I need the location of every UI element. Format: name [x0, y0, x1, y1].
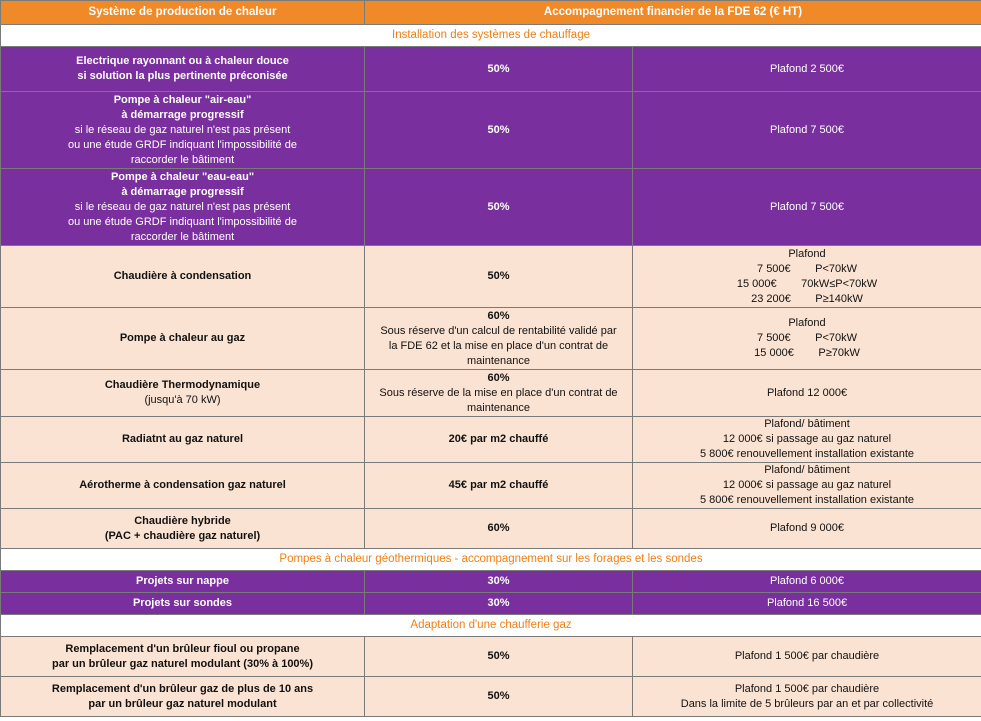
cap-cell: Plafond/ bâtiment 12 000€ si passage au gaz naturel 5 800€ renouvellement installation existante — [633, 463, 981, 509]
rate-cell: 50% — [365, 677, 633, 717]
system-cell: Chaudière hybride (PAC + chaudière gaz naturel) — [1, 509, 365, 549]
system-cell: Chaudière Thermodynamique (jusqu'à 70 kW) — [1, 370, 365, 417]
system-cell: Aérotherme à condensation gaz naturel — [1, 463, 365, 509]
rate-cell: 60% Sous réserve d'un calcul de rentabilité validé par la FDE 62 et la mise en place d'un contrat de maintenance — [365, 308, 633, 370]
system-cell: Pompe à chaleur au gaz — [1, 308, 365, 370]
system-cell: Projets sur sondes — [1, 593, 365, 615]
rate-cell: 50% — [365, 169, 633, 246]
cap-cell: Plafond 12 000€ — [633, 370, 981, 417]
system-cell: Radiatnt au gaz naturel — [1, 417, 365, 463]
cap-cell: Plafond 1 500€ par chaudière — [633, 637, 981, 677]
rate-cell: 45€ par m2 chauffé — [365, 463, 633, 509]
system-cell: Projets sur nappe — [1, 571, 365, 593]
cap-cell: Plafond 1 500€ par chaudière Dans la limite de 5 brûleurs par an et par collectivité — [633, 677, 981, 717]
table-row — [1, 593, 981, 615]
system-cell: Chaudière à condensation — [1, 246, 365, 308]
rate-cell: 50% — [365, 637, 633, 677]
section-row — [1, 25, 981, 47]
system-cell: Remplacement d'un brûleur gaz de plus de 10 ans par un brûleur gaz naturel modulant — [1, 677, 365, 717]
section-row — [1, 549, 981, 571]
table-row — [1, 246, 981, 308]
table-row — [1, 463, 981, 509]
header-system: Système de production de chaleur — [1, 1, 365, 25]
section-title: Pompes à chaleur géothermiques - accompagnement sur les forages et les sondes — [1, 549, 981, 571]
table-row — [1, 417, 981, 463]
section-title: Adaptation d'une chaufferie gaz — [1, 615, 981, 637]
table-row — [1, 637, 981, 677]
cap-cell: Plafond 7 500€ P<70kW 15 000€ P≥70kW — [633, 308, 981, 370]
cap-cell: Plafond 7 500€ P<70kW 15 000€ 70kW≤P<70kW 23 200€ P≥140kW — [633, 246, 981, 308]
rate-cell: 50% — [365, 246, 633, 308]
cap-cell: Plafond 7 500€ — [633, 92, 981, 169]
table-row — [1, 370, 981, 417]
table-row — [1, 308, 981, 370]
rate-cell: 30% — [365, 571, 633, 593]
system-cell: Electrique rayonnant ou à chaleur douce si solution la plus pertinente préconisée — [1, 47, 365, 92]
system-cell: Pompe à chaleur "air-eau" à démarrage progressif si le réseau de gaz naturel n'est pas présent ou une étude GRDF indiquant l'impossibilité de raccorder le bâtiment — [1, 92, 365, 169]
rate-cell: 50% — [365, 92, 633, 169]
cap-cell: Plafond/ bâtiment 12 000€ si passage au gaz naturel 5 800€ renouvellement installation existante — [633, 417, 981, 463]
rate-cell: 60% Sous réserve de la mise en place d'un contrat de maintenance — [365, 370, 633, 417]
table-header — [1, 1, 981, 25]
table-row — [1, 571, 981, 593]
system-cell: Remplacement d'un brûleur fioul ou propane par un brûleur gaz naturel modulant (30% à 100%) — [1, 637, 365, 677]
cap-cell: Plafond 7 500€ — [633, 169, 981, 246]
system-cell: Pompe à chaleur "eau-eau" à démarrage progressif si le réseau de gaz naturel n'est pas présent ou une étude GRDF indiquant l'impossibilité de raccorder le bâtiment — [1, 169, 365, 246]
section-row — [1, 615, 981, 637]
cap-cell: Plafond 2 500€ — [633, 47, 981, 92]
cap-cell: Plafond 6 000€ — [633, 571, 981, 593]
cap-cell: Plafond 9 000€ — [633, 509, 981, 549]
rate-cell: 20€ par m2 chauffé — [365, 417, 633, 463]
table-row — [1, 677, 981, 717]
cap-cell: Plafond 16 500€ — [633, 593, 981, 615]
section-title: Installation des systèmes de chauffage — [1, 25, 981, 47]
rate-cell: 60% — [365, 509, 633, 549]
rate-cell: 30% — [365, 593, 633, 615]
table-row — [1, 92, 981, 169]
table-row — [1, 169, 981, 246]
header-financing: Accompagnement financier de la FDE 62 (€ HT) — [365, 1, 981, 25]
table-row — [1, 509, 981, 549]
table-row — [1, 47, 981, 92]
rate-cell: 50% — [365, 47, 633, 92]
